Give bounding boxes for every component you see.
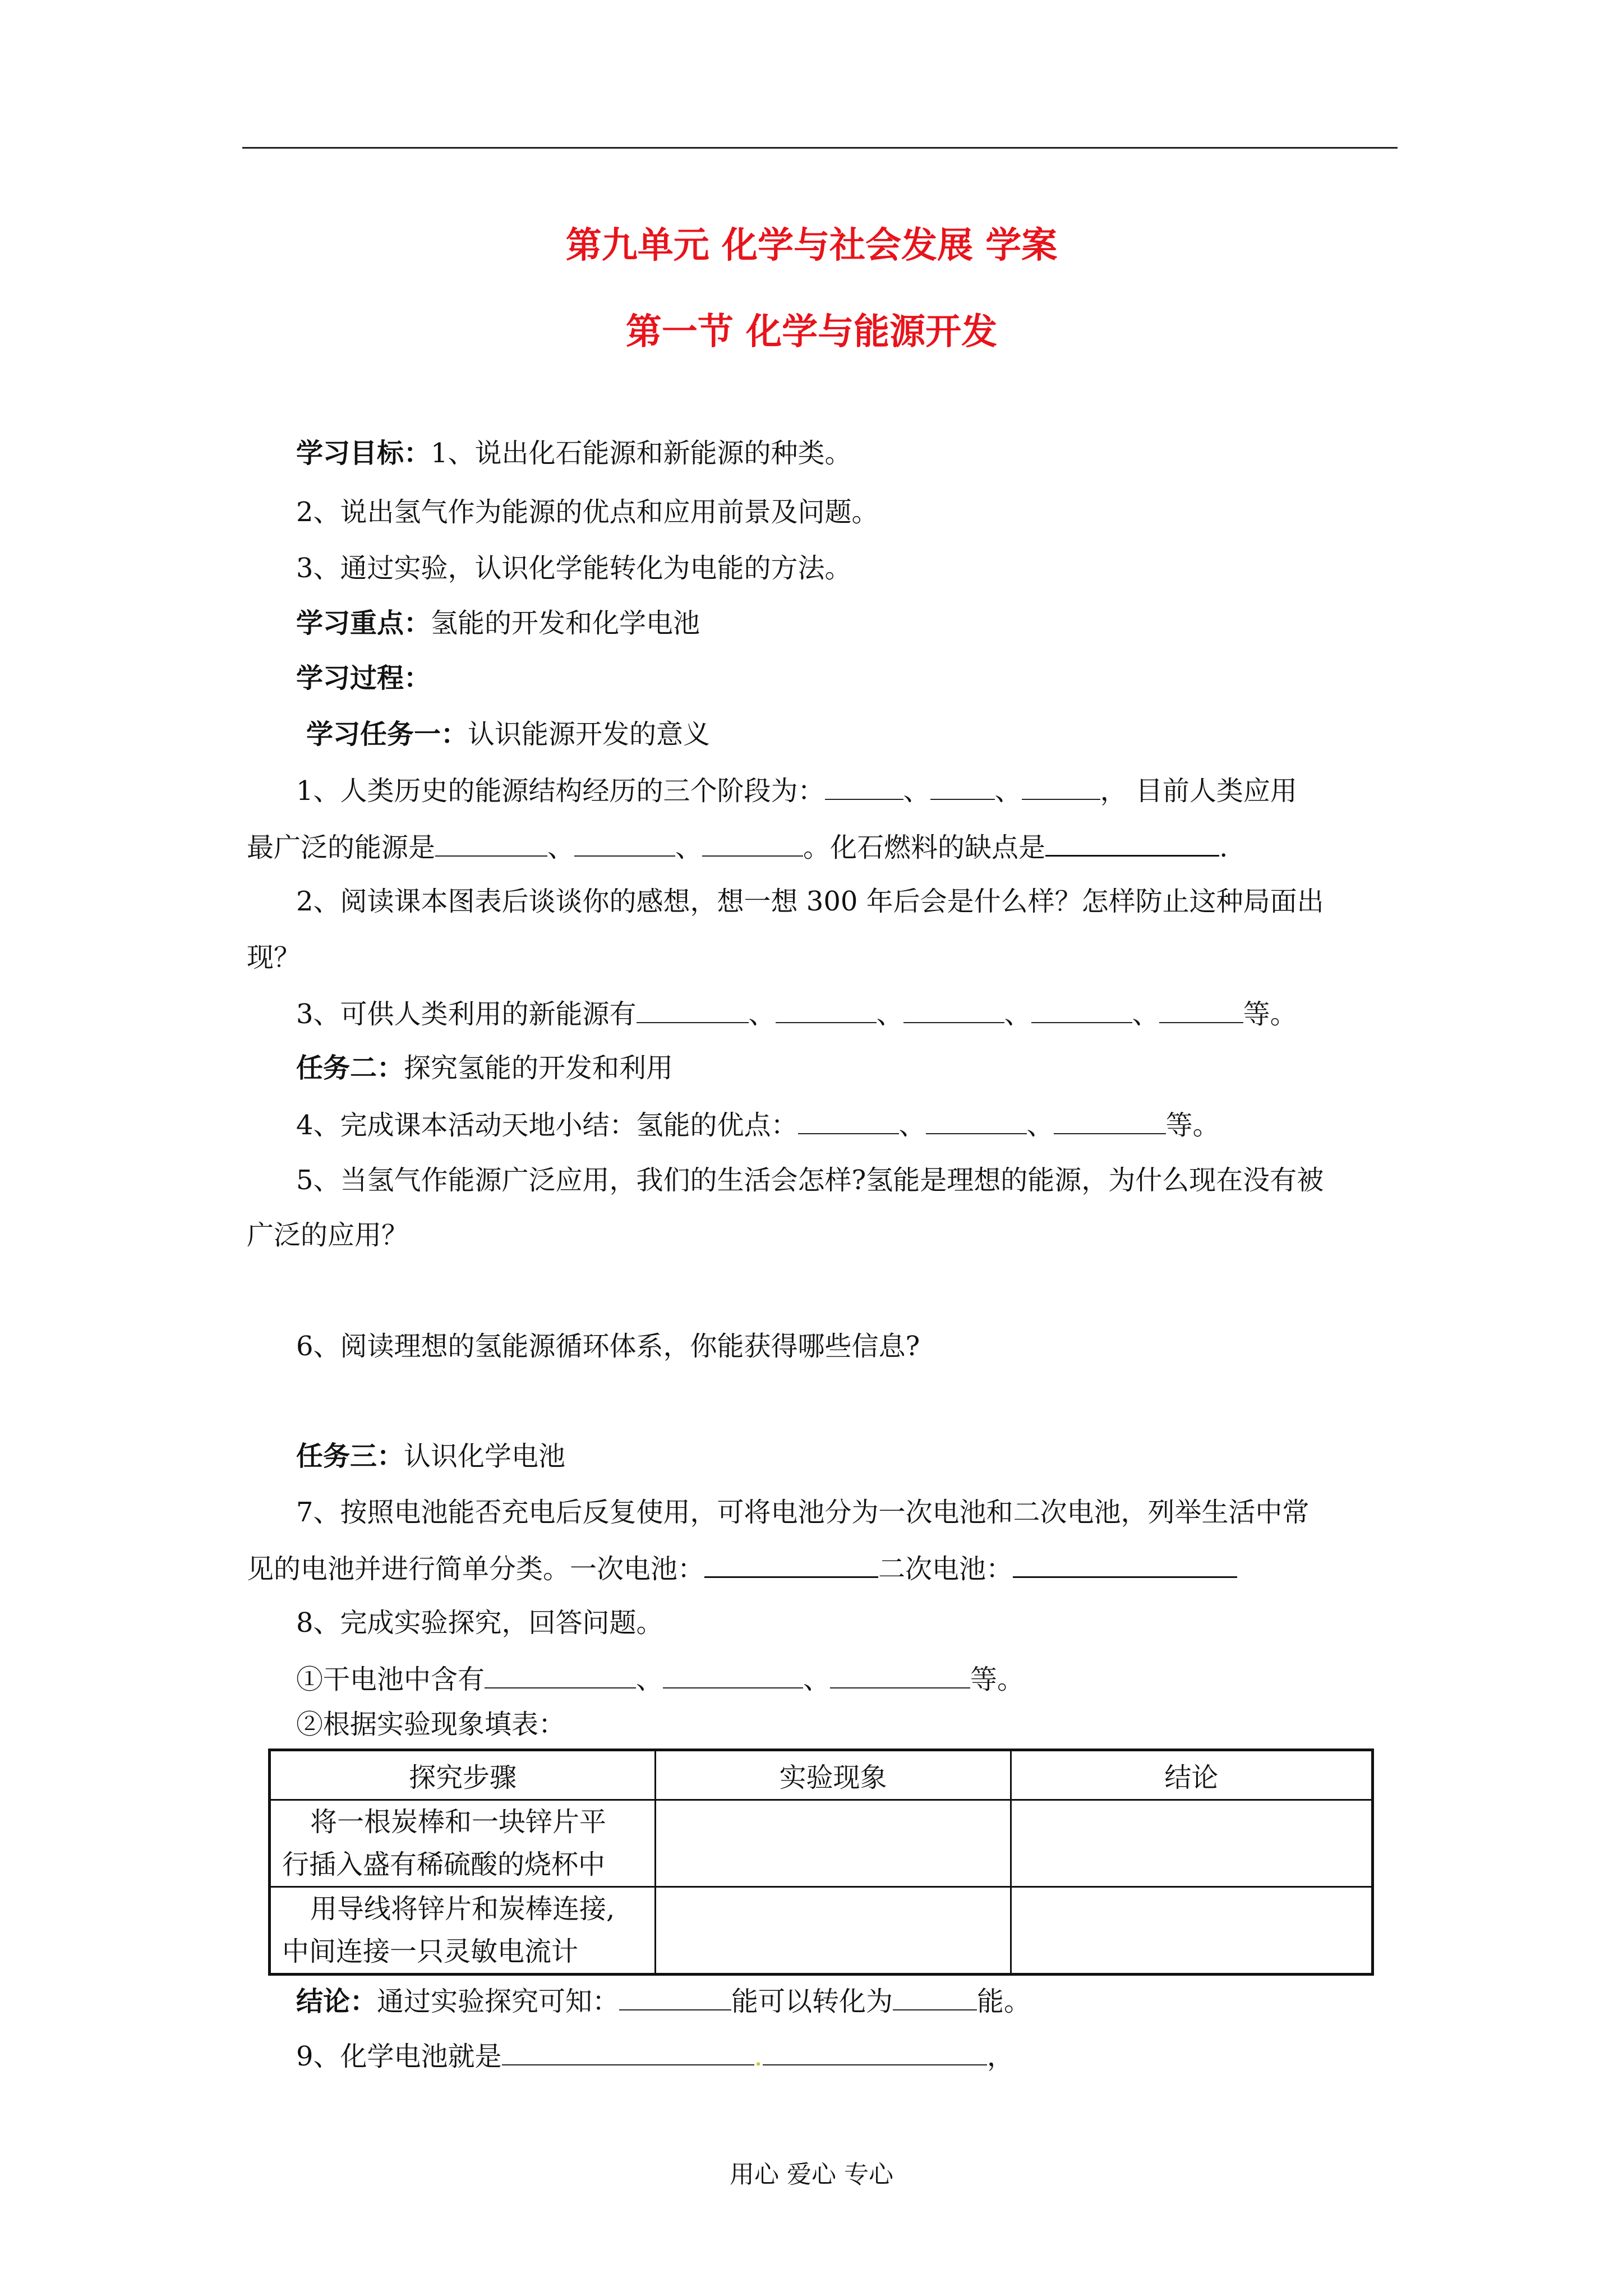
- answer-blank[interactable]: [1045, 832, 1219, 857]
- question-7-line1: 7、按照电池能否充电后反复使用，可将电池分为一次电池和二次电池，列举生活中常: [296, 1497, 1310, 1528]
- task3-label: 任务三：: [296, 1441, 404, 1472]
- answer-blank[interactable]: [776, 1000, 877, 1023]
- answer-blank[interactable]: [903, 1000, 1004, 1023]
- answer-blank[interactable]: [798, 1111, 899, 1134]
- answer-blank[interactable]: [435, 833, 547, 857]
- task2-label: 任务二：: [296, 1052, 404, 1084]
- task3-text: 认识化学电池: [404, 1441, 566, 1472]
- question-5-line1: 5、当氢气作能源广泛应用，我们的生活会怎样?氢能是理想的能源，为什么现在没有被: [296, 1165, 1324, 1196]
- task2-text: 探究氢能的开发和利用: [404, 1052, 674, 1084]
- table-row: [270, 1800, 1373, 1887]
- question-2-line2: 现？: [247, 942, 301, 973]
- question-6: 6、阅读理想的氢能源循环体系，你能获得哪些信息?: [296, 1331, 920, 1362]
- task2-line: [296, 1052, 674, 1084]
- question-9: 9、化学电池就是 . ，: [296, 2041, 1014, 2072]
- focus-text: 氢能的开发和化学电池: [431, 608, 700, 639]
- answer-blank[interactable]: [830, 1665, 970, 1688]
- question-4: 4、完成课本活动天地小结：氢能的优点： 、 、 等。: [296, 1110, 1220, 1141]
- section-title: 第一节 化学与能源开发: [625, 311, 998, 353]
- answer-blank[interactable]: [930, 776, 995, 800]
- focus-label: 学习重点：: [296, 608, 431, 639]
- table-header: 实验现象: [656, 1750, 1011, 1800]
- answer-blank[interactable]: [485, 1665, 636, 1688]
- question-8: 8、完成实验探究，回答问题。: [296, 1607, 663, 1639]
- focus-line: [296, 610, 700, 637]
- answer-blank[interactable]: [825, 776, 903, 800]
- conclusion-line: 结论：通过实验探究可知： 能可以转化为 能。: [296, 1986, 1031, 2017]
- question-8-2: ②根据实验现象填表：: [296, 1709, 566, 1740]
- answer-blank[interactable]: [502, 2042, 754, 2065]
- goal-2: 2、说出氢气作为能源的优点和应用前景及问题。: [296, 496, 879, 528]
- answer-blank[interactable]: [702, 833, 803, 857]
- table-header: 探究步骤: [270, 1750, 656, 1800]
- table-cell-step: 将一根炭棒和一块锌片平 行插入盛有稀硫酸的烧杯中: [270, 1800, 656, 1887]
- table-header-row: [270, 1750, 1373, 1800]
- task1-text: 认识能源开发的意义: [468, 719, 711, 750]
- answer-blank[interactable]: [893, 1987, 977, 2010]
- answer-blank[interactable]: [637, 1000, 749, 1023]
- question-1-line1: 1、人类历史的能源结构经历的三个阶段为： 、 、 ， 目前人类应用: [296, 775, 1297, 807]
- goal-3: 3、通过实验，认识化学能转化为电能的方法。: [296, 553, 852, 584]
- table-row: [270, 1887, 1373, 1975]
- table-cell-conclusion[interactable]: [1011, 1800, 1372, 1887]
- answer-blank[interactable]: [763, 2042, 987, 2065]
- question-7-line2: 见的电池并进行简单分类。一次电池： 二次电池：: [247, 1554, 1237, 1582]
- answer-blank[interactable]: [1054, 1111, 1166, 1134]
- goal-1: 1、说出化石能源和新能源的种类。: [431, 438, 852, 469]
- question-3: 3、可供人类利用的新能源有 、 、 、 、 等。: [296, 999, 1297, 1030]
- answer-blank[interactable]: [704, 1554, 878, 1578]
- goals-label: 学习目标：: [296, 438, 431, 469]
- answer-blank[interactable]: [619, 1987, 731, 2010]
- answer-blank[interactable]: [1022, 776, 1100, 800]
- stray-dot: .: [754, 2041, 763, 2072]
- question-5-line2: 广泛的应用？: [247, 1220, 409, 1251]
- task1-line: [306, 721, 710, 748]
- conclusion-label: 结论：: [296, 1986, 377, 2017]
- table-cell-phenomenon[interactable]: [656, 1800, 1011, 1887]
- unit-title: 第九单元 化学与社会发展 学案: [565, 225, 1058, 266]
- question-2-line1: 2、阅读课本图表后谈谈你的感想，想一想 300 年后会是什么样？怎样防止这种局面出: [296, 886, 1324, 917]
- answer-blank[interactable]: [574, 833, 675, 857]
- process-label: 学习过程：: [296, 662, 431, 694]
- answer-blank[interactable]: [663, 1665, 803, 1688]
- task1-label: 学习任务一：: [306, 719, 468, 750]
- page-footer: 用心 爱心 专心: [730, 2160, 893, 2189]
- answer-blank[interactable]: [1159, 1000, 1243, 1023]
- answer-blank[interactable]: [926, 1111, 1027, 1134]
- answer-blank[interactable]: [1031, 1000, 1132, 1023]
- experiment-table: [268, 1749, 1374, 1976]
- table-header: 结论: [1011, 1750, 1372, 1800]
- table-cell-step: 用导线将锌片和炭棒连接, 中间连接一只灵敏电流计: [270, 1887, 656, 1975]
- answer-blank[interactable]: [1013, 1554, 1237, 1578]
- table-cell-phenomenon[interactable]: [656, 1887, 1011, 1975]
- task3-line: [296, 1443, 565, 1470]
- question-8-1: ①干电池中含有 、 、 等。: [296, 1664, 1025, 1695]
- question-1-line2: 最广泛的能源是 、 、 。化石燃料的缺点是 .: [247, 832, 1228, 863]
- table-cell-conclusion[interactable]: [1011, 1887, 1372, 1975]
- header-rule: [242, 147, 1398, 149]
- goals-line: [296, 440, 852, 467]
